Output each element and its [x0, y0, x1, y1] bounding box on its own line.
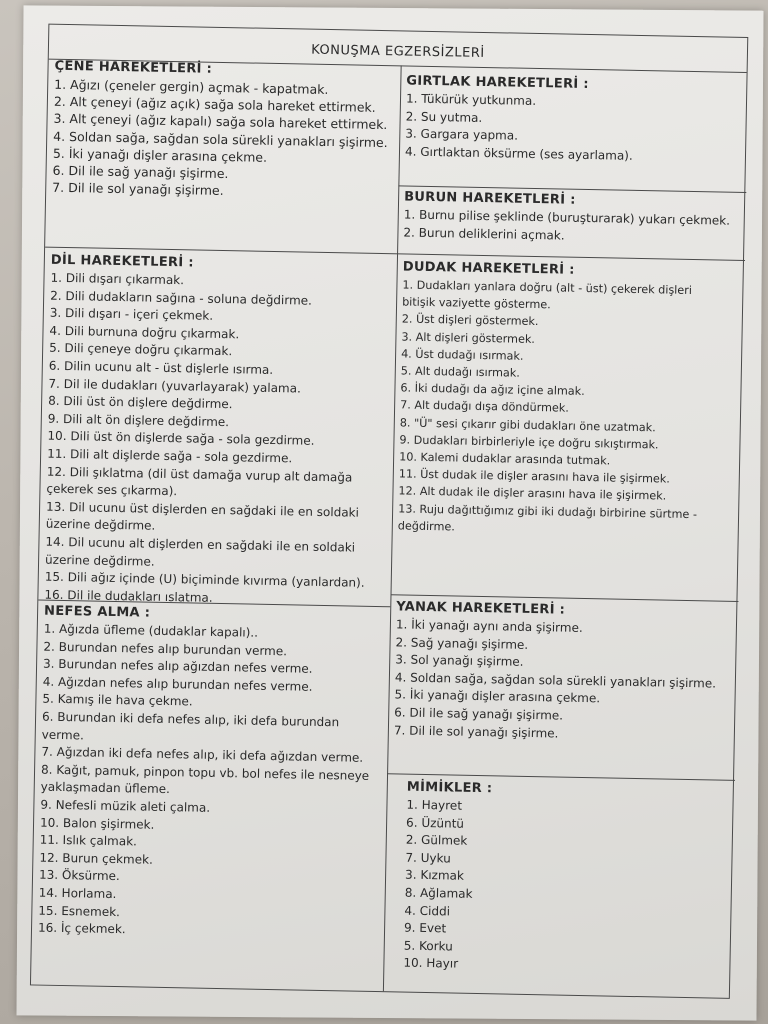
list-item: 4. Ağızdan nefes alıp burundan nefes verme. [42, 674, 313, 694]
list-item: 9. Dudakları birbirleriyle içe doğru sıkıştırmak. [399, 433, 659, 452]
list-item: 7. Dil ile sol yanağı şişirme. [393, 722, 559, 741]
item-list [52, 76, 398, 203]
list-item: 4. Soldan sağa, sağdan sola sürekli yanakları şişirme. [53, 128, 388, 150]
list-item: 6. Dilin ucunu alt - üst dişlerle ısırma. [48, 358, 274, 377]
list-item: 5. Kamış ile hava çekme. [42, 691, 193, 709]
section-heading: NEFES ALMA : [43, 603, 151, 621]
list-item: 4. Gırtlaktan öksürme (ses ayarlama). [404, 144, 633, 163]
list-item: 11. Islık çalmak. [39, 832, 138, 849]
list-item: 1. İki yanağı aynı anda şişirme. [395, 617, 583, 635]
list-item: 2. Alt çeneyi (ağız açık) sağa sola hareket ettirmek. [53, 93, 376, 116]
list-item: 16. İç çekmek. [37, 920, 126, 937]
list-item: 5. Korku [403, 938, 453, 954]
list-item: 12. Dili şıklatma (dil üst damağa vurup alt damağa [46, 464, 353, 485]
section-heading: DİL HAREKETLERİ : [50, 252, 194, 271]
list-item: 8. Kağıt, pamuk, pinpon topu vb. bol nefes ile nesneye [40, 762, 370, 783]
section-girtlak [405, 73, 747, 167]
list-item: 13. Ruju dağıttığımız gibi iki dudağı birbirine sürtme - [398, 502, 698, 521]
list-item: 6. Dil ile sağ yanağı şişirme. [394, 705, 564, 723]
list-item: 1. Burnu pilise şeklinde (buruşturarak) yukarı çekmek. [403, 207, 731, 228]
list-item: 5. İki yanağı dişler arasına çekme. [52, 145, 268, 165]
list-item: 4. Dili burnuna doğru çıkarmak. [49, 323, 240, 342]
list-item: 2. Burun deliklerini açmak. [403, 225, 565, 243]
list-item: 9. Dili alt ön dişlere değdirme. [47, 411, 230, 429]
list-item: 1. Dudakları yanlara doğru (alt - üst) çekerek dişleri [402, 278, 693, 298]
section-heading: YANAK HAREKETLERİ : [396, 599, 566, 618]
list-item: 9. Nefesli müzik aleti çalma. [40, 797, 211, 815]
section-heading: DUDAK HAREKETLERİ : [402, 259, 575, 278]
section-burun [403, 189, 744, 248]
list-item: 9. Evet [403, 920, 447, 936]
list-item: 15. Esnemek. [38, 903, 121, 919]
list-item: 1. Ağızda üfleme (dudaklar kapalı).. [43, 621, 259, 640]
list-item: 2. Dili dudakların sağına - soluna değdirme. [50, 288, 313, 308]
list-item: 3. Alt çeneyi (ağız kapalı) sağa sola hareket ettirmek. [53, 111, 388, 133]
paper-sheet [16, 5, 763, 1020]
list-item: 13. Öksürme. [38, 867, 120, 884]
list-item: 3. Burundan nefes alıp ağızdan nefes verme. [42, 656, 313, 676]
list-item: 7. Dil ile dudakları (yuvarlayarak) yalama. [48, 376, 302, 396]
list-item: 1. Dili dışarı çıkarmak. [50, 270, 185, 288]
document-title: KONUŞMA EGZERSİZLERİ [49, 25, 748, 73]
list-item: 2. Su yutma. [405, 109, 483, 125]
list-item: 1. Hayret [406, 797, 463, 813]
list-item: 6. Burundan iki defa nefes alıp, iki defa burundan [41, 709, 340, 730]
list-item: 16. Dil ile dudakları ıslatma. [44, 587, 213, 605]
list-item: verme. [41, 727, 84, 742]
list-item: 3. Sol yanağı şişirme. [395, 652, 524, 670]
list-item: 7. Uyku [405, 850, 451, 866]
list-item: 11. Dili alt dişlerde sağa - sola gezdirme. [47, 446, 293, 466]
item-list [403, 797, 726, 979]
list-item: 4. Soldan sağa, sağdan sola sürekli yanakları şişirme. [394, 670, 717, 691]
list-item: 10. Dili üst ön dişlerde sağa - sola gezdirme. [47, 429, 315, 449]
section-heading: MİMİKLER : [406, 779, 493, 797]
list-item: 7. Alt dudağı dışa döndürmek. [400, 398, 569, 416]
section-heading: BURUN HAREKETLERİ : [404, 189, 576, 208]
list-item: 3. Alt dişleri göstermek. [401, 330, 536, 346]
section-yanak [394, 599, 737, 746]
list-item: 8. "Ü" sesi çıkarır gibi dudakları öne uzatmak. [399, 416, 656, 434]
list-item: değdirme. [397, 519, 455, 534]
list-item: 12. Alt dudak ile dişler arasını hava ile şişirmek. [398, 484, 667, 503]
list-item: 12. Burun çekmek. [39, 850, 153, 867]
item-list [44, 270, 394, 611]
list-item: 5. İki yanağı dişler arasına çekme. [394, 687, 601, 706]
list-item: 6. Üzüntü [406, 815, 465, 831]
item-list [38, 621, 388, 944]
section-nefes [38, 604, 388, 944]
list-item: 4. Ciddi [404, 903, 451, 919]
list-item: 14. Horlama. [38, 885, 117, 901]
section-heading: ÇENE HAREKETLERİ : [54, 58, 213, 77]
section-mimikler [403, 780, 727, 979]
list-item: 8. Dili üst ön dişlere değdirme. [48, 393, 233, 412]
list-item: 2. Sağ yanağı şişirme. [395, 634, 529, 652]
list-item: 8. Ağlamak [404, 885, 473, 901]
list-item: 10. Hayır [403, 955, 459, 971]
list-item: yaklaşmadan üfleme. [40, 779, 171, 797]
list-item: 2. Gülmek [405, 832, 468, 848]
list-item: 2. Üst dişleri göstermek. [401, 312, 539, 329]
section-cene [52, 59, 399, 203]
section-dudak [398, 259, 743, 541]
list-item: 2. Burundan nefes alıp burundan verme. [43, 639, 288, 658]
list-item: çekerek ses çıkarma). [46, 481, 178, 499]
list-item: 11. Üst dudak ile dişler arasını hava ile şişirmek. [398, 467, 670, 486]
section-heading: GIRTLAK HAREKETLERİ : [406, 73, 589, 92]
list-item: 5. Alt dudağı ısırmak. [400, 364, 521, 380]
list-item: bitişik vaziyette gösterme. [402, 295, 551, 312]
list-item: üzerine değdirme. [44, 552, 155, 569]
list-item: 6. Dil ile sağ yanağı şişirme. [52, 162, 229, 182]
list-item: 1. Ağızı (çeneler gergin) açmak - kapatmak. [54, 76, 329, 97]
list-item: 3. Gargara yapma. [405, 126, 519, 143]
list-item: 14. Dil ucunu alt dişlerden en sağdaki ile en soldaki [45, 534, 356, 555]
item-list [398, 276, 743, 541]
list-item: 10. Kalemi dudaklar arasında tutmak. [399, 450, 611, 468]
list-item: 5. Dili çeneye doğru çıkarmak. [49, 341, 233, 359]
list-item: 10. Balon şişirmek. [39, 815, 155, 832]
list-item: 6. İki dudağı da ağız içine almak. [400, 381, 585, 399]
item-list [403, 206, 744, 248]
list-item: 15. Dili ağız içinde (U) biçiminde kıvırma (yanlardan). [44, 569, 365, 590]
list-item: 4. Üst dudağı ısırmak. [401, 347, 524, 363]
list-item: 3. Kızmak [404, 867, 465, 884]
list-item: üzerine değdirme. [45, 516, 156, 534]
item-list [405, 90, 746, 167]
list-item: 7. Ağızdan iki defa nefes alıp, iki defa ağızdan verme. [41, 744, 364, 765]
list-item: 13. Dil ucunu üst dişlerden en sağdaki ile en soldaki [46, 499, 360, 520]
section-dil [44, 253, 395, 611]
list-item: 7. Dil ile sol yanağı şişirme. [52, 179, 224, 199]
list-item: 3. Dili dışarı - içeri çekmek. [49, 305, 214, 324]
item-list [394, 616, 736, 746]
list-item: 1. Tükürük yutkunma. [405, 91, 537, 108]
exercise-table [30, 24, 748, 999]
